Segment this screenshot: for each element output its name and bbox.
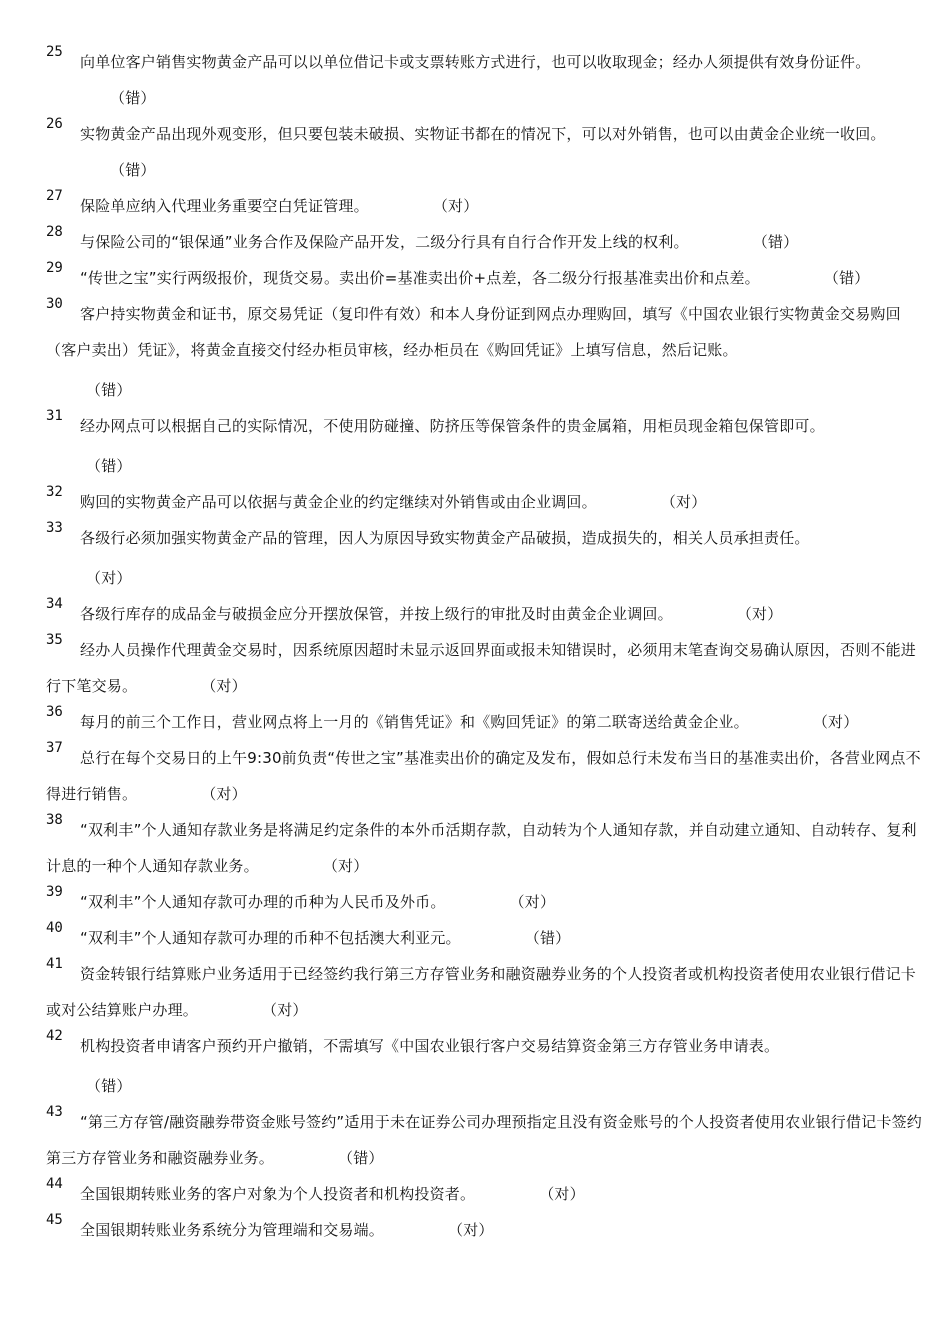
- question-text: “双利丰”个人通知存款可办理的币种不包括澳大利亚元。: [80, 929, 461, 947]
- question-answer: （错）: [110, 161, 156, 179]
- question-number: 30: [46, 296, 63, 312]
- question-answer: （对）: [86, 569, 132, 587]
- question-number: 28: [46, 224, 63, 240]
- question-number: 29: [46, 260, 63, 276]
- question-number: 39: [46, 884, 63, 900]
- question-item: [46, 956, 926, 1028]
- question-answer: （对）: [448, 1221, 494, 1239]
- question-item: [46, 920, 926, 956]
- question-number: 25: [46, 44, 63, 60]
- question-number: 31: [46, 408, 63, 424]
- question-answer: （对）: [262, 1001, 308, 1019]
- question-item: [46, 296, 926, 408]
- question-item: [46, 260, 926, 296]
- question-text: 经办人员操作代理黄金交易时，因系统原因超时未显示返回界面或报未知错误时，必须用末笔查询交易确认原因，否则不能进行下笔交易。: [46, 641, 917, 695]
- question-answer: （错）: [86, 381, 132, 399]
- question-number: 33: [46, 520, 63, 536]
- question-text: 每月的前三个工作日，营业网点将上一月的《销售凭证》和《购回凭证》的第二联寄送给黄金企业。: [80, 713, 749, 731]
- question-answer: （对）: [539, 1185, 585, 1203]
- question-item: [46, 44, 926, 116]
- question-answer: （对）: [812, 713, 859, 731]
- question-answer: （错）: [752, 233, 799, 251]
- question-text: 客户持实物黄金和证书，原交易凭证（复印件有效）和本人身份证到网点办理购回，填写《中国农业银行实物黄金交易购回（客户卖出）凭证》，将黄金直接交付经办柜员审核，经办柜员在《购回凭证》上填写信息，然后记账。: [46, 305, 901, 359]
- question-item: [46, 740, 926, 812]
- question-text: 机构投资者申请客户预约开户撤销，不需填写《中国农业银行客户交易结算资金第三方存管业务申请表。: [80, 1037, 780, 1055]
- question-text: 资金转银行结算账户业务适用于已经签约我行第三方存管业务和融资融券业务的个人投资者或机构投资者使用农业银行借记卡或对公结算账户办理。: [46, 965, 917, 1019]
- question-text: 总行在每个交易日的上午9:30前负责“传世之宝”基准卖出价的确定及发布，假如总行未发布当日的基准卖出价，各营业网点不得进行销售。: [46, 749, 921, 803]
- question-answer: （对）: [322, 857, 369, 875]
- question-text: 购回的实物黄金产品可以依据与黄金企业的约定继续对外销售或由企业调回。: [80, 493, 597, 511]
- question-answer: （错）: [338, 1149, 384, 1167]
- question-answer: （对）: [201, 677, 247, 695]
- question-item: [46, 484, 926, 520]
- question-text: 实物黄金产品出现外观变形，但只要包装未破损、实物证书都在的情况下，可以对外销售，也可以由黄金企业统一收回。: [80, 125, 886, 143]
- question-answer: （对）: [509, 893, 556, 911]
- question-number: 27: [46, 188, 63, 204]
- question-number: 42: [46, 1028, 63, 1044]
- question-item: [46, 1028, 926, 1104]
- question-text: 经办网点可以根据自己的实际情况，不使用防碰撞、防挤压等保管条件的贵金属箱，用柜员现金箱包保管即可。: [80, 417, 825, 435]
- question-answer: （错）: [823, 269, 870, 287]
- question-item: [46, 520, 926, 596]
- question-number: 41: [46, 956, 63, 972]
- question-answer: （错）: [86, 457, 132, 475]
- question-text: 全国银期转账业务系统分为管理端和交易端。: [80, 1221, 385, 1239]
- question-item: [46, 704, 926, 740]
- question-text: 各级行必须加强实物黄金产品的管理，因人为原因导致实物黄金产品破损，造成损失的，相关人员承担责任。: [80, 529, 810, 547]
- question-item: [46, 884, 926, 920]
- question-item: [46, 812, 926, 884]
- question-number: 44: [46, 1176, 63, 1192]
- question-item: [46, 408, 926, 484]
- question-number: 35: [46, 632, 63, 648]
- question-item: [46, 116, 926, 188]
- question-text: “传世之宝”实行两级报价，现货交易。卖出价=基准卖出价+点差，各二级分行报基准卖出价和点差。: [80, 269, 760, 287]
- question-answer: （错）: [524, 929, 571, 947]
- question-number: 38: [46, 812, 63, 828]
- question-text: “双利丰”个人通知存款可办理的币种为人民币及外币。: [80, 893, 446, 911]
- question-item: [46, 1104, 926, 1176]
- question-item: [46, 1212, 926, 1248]
- question-text: 向单位客户销售实物黄金产品可以以单位借记卡或支票转账方式进行，也可以收取现金；经办人须提供有效身份证件。: [80, 53, 871, 71]
- question-number: 40: [46, 920, 63, 936]
- question-number: 26: [46, 116, 63, 132]
- question-text: 保险单应纳入代理业务重要空白凭证管理。: [80, 197, 369, 215]
- question-answer: （对）: [201, 785, 247, 803]
- question-number: 36: [46, 704, 63, 720]
- question-text: 各级行库存的成品金与破损金应分开摆放保管，并按上级行的审批及时由黄金企业调回。: [80, 605, 673, 623]
- question-text: “第三方存管/融资融券带资金账号签约”适用于未在证券公司办理预指定且没有资金账号的个人投资者使用农业银行借记卡签约第三方存管业务和融资融券业务。: [46, 1113, 923, 1167]
- question-answer: （对）: [736, 605, 783, 623]
- question-answer: （对）: [660, 493, 707, 511]
- question-number: 37: [46, 740, 63, 756]
- question-text: 全国银期转账业务的客户对象为个人投资者和机构投资者。: [80, 1185, 476, 1203]
- question-item: [46, 632, 926, 704]
- question-answer: （错）: [110, 89, 156, 107]
- question-number: 45: [46, 1212, 63, 1228]
- question-text: 与保险公司的“银保通”业务合作及保险产品开发，二级分行具有自行合作开发上线的权利。: [80, 233, 689, 251]
- question-item: [46, 1176, 926, 1212]
- question-item: [46, 596, 926, 632]
- question-number: 32: [46, 484, 63, 500]
- question-answer: （错）: [86, 1077, 132, 1095]
- question-item: [46, 188, 926, 224]
- question-item: [46, 224, 926, 260]
- question-number: 43: [46, 1104, 63, 1120]
- question-answer: （对）: [432, 197, 479, 215]
- question-text: “双利丰”个人通知存款业务是将满足约定条件的本外币活期存款，自动转为个人通知存款，并自动建立通知、自动转存、复利计息的一种个人通知存款业务。: [46, 821, 917, 875]
- question-number: 34: [46, 596, 63, 612]
